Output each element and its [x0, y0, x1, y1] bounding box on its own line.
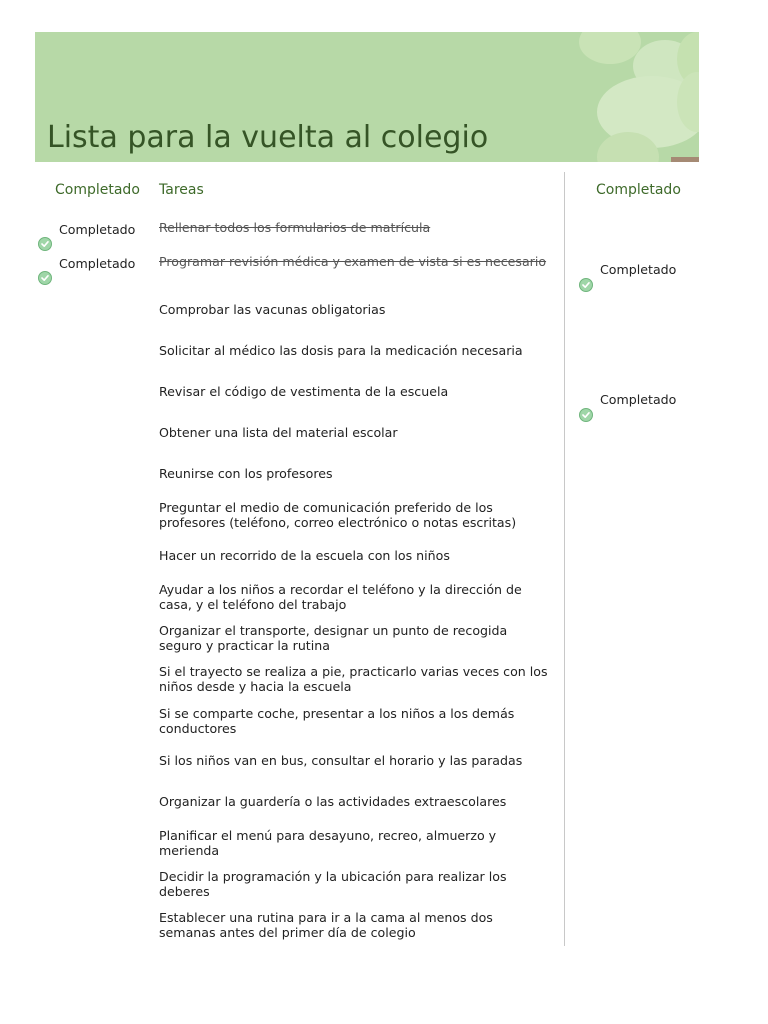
task-item: Establecer una rutina para ir a la cama al menos dos semanas antes del primer día de colegio	[159, 910, 493, 940]
right-status-label: Completado	[600, 262, 677, 277]
task-item: Revisar el código de vestimenta de la escuela	[159, 384, 449, 399]
task-item: Si los niños van en bus, consultar el horario y las paradas	[159, 753, 523, 768]
decorative-bubble	[579, 32, 641, 64]
task-item: Si el trayecto se realiza a pie, practicarlo varias veces con los niños desde y hacia la escuela	[159, 664, 548, 694]
left-status-label: Completado	[59, 222, 136, 237]
banner-accent-bar	[671, 157, 699, 162]
task-item: Planificar el menú para desayuno, recreo, almuerzo y merienda	[159, 828, 497, 858]
task-item: Decidir la programación y la ubicación para realizar los deberes	[159, 869, 507, 899]
check-circle-icon[interactable]	[579, 408, 593, 422]
check-circle-icon[interactable]	[38, 271, 52, 285]
task-item: Comprobar las vacunas obligatorias	[159, 302, 386, 317]
task-item: Obtener una lista del material escolar	[159, 425, 398, 440]
task-item: Reunirse con los profesores	[159, 466, 333, 481]
check-circle-icon[interactable]	[579, 278, 593, 292]
task-item: Solicitar al médico las dosis para la medicación necesaria	[159, 343, 523, 358]
task-item: Rellenar todos los formularios de matrícula	[159, 220, 431, 235]
task-item: Si se comparte coche, presentar a los niños a los demás conductores	[159, 706, 515, 736]
left-status-label: Completado	[59, 256, 136, 271]
page-title: Lista para la vuelta al colegio	[47, 120, 489, 155]
task-item: Programar revisión médica y examen de vista si es necesario	[159, 254, 547, 269]
column-header-left-status: Completado	[55, 182, 140, 198]
task-item: Preguntar el medio de comunicación preferido de los profesores (teléfono, correo electrónico o notas escritas)	[159, 500, 517, 530]
task-item: Organizar el transporte, designar un punto de recogida seguro y practicar la rutina	[159, 623, 508, 653]
right-status-label: Completado	[600, 392, 677, 407]
check-circle-icon[interactable]	[38, 237, 52, 251]
task-item: Ayudar a los niños a recordar el teléfono y la dirección de casa, y el teléfono del trabajo	[159, 582, 522, 612]
column-header-tasks: Tareas	[159, 182, 204, 198]
column-header-right-status: Completado	[596, 182, 681, 198]
column-divider	[564, 172, 565, 946]
task-item: Hacer un recorrido de la escuela con los niños	[159, 548, 450, 563]
task-item: Organizar la guardería o las actividades extraescolares	[159, 794, 507, 809]
